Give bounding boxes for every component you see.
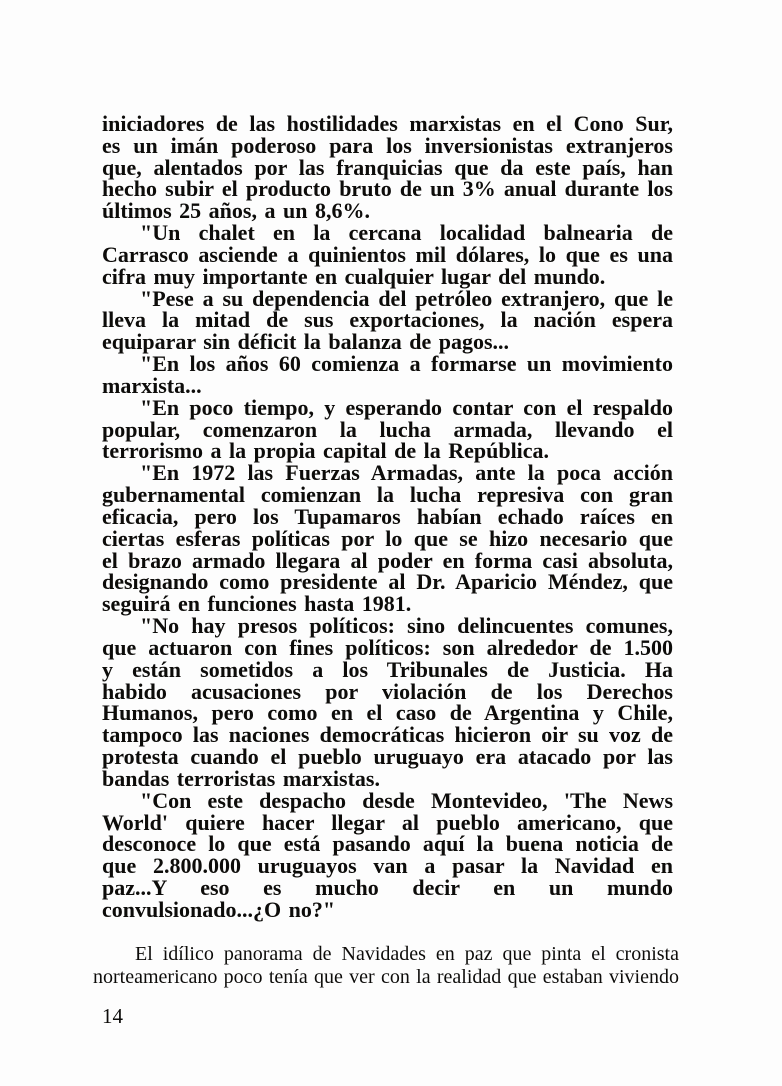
text-line: desconoce lo que está pasando aquí la buena noticia de	[102, 831, 673, 857]
text-line: designando como presidente al Dr. Aparicio Méndez, que	[102, 569, 673, 595]
text-line: norteamericano poco tenía que ver con la realidad que estaban viviendo	[93, 965, 679, 988]
text-line: hecho subir el producto bruto de un 3% anual durante los	[102, 176, 673, 202]
text-line: es un imán poderoso para los inversionistas extranjeros	[102, 132, 673, 158]
text-line: lleva la mitad de sus exportaciones, la nación espera	[102, 307, 673, 333]
paragraph	[93, 943, 679, 989]
text-line: cifra muy importante en cualquier lugar del mundo.	[102, 263, 606, 289]
text-block	[93, 111, 679, 989]
paragraph	[102, 353, 673, 397]
text-line: que actuaron con fines políticos: son alrededor de 1.500	[102, 634, 673, 660]
text-line: "Con este despacho desde Montevideo, 'The News	[140, 787, 673, 813]
text-line: ciertas esferas políticas por lo que se hizo necesario que	[102, 525, 673, 551]
text-line: terrorismo a la propia capital de la República.	[102, 438, 550, 464]
text-line: Carrasco asciende a quinientos mil dólares, lo que es una	[102, 241, 673, 267]
text-line: bandas terroristas marxistas.	[102, 765, 380, 791]
text-line: que 2.800.000 uruguayos van a pasar la Navidad en	[102, 853, 673, 879]
text-line: iniciadores de las hostilidades marxistas en el Cono Sur,	[102, 111, 673, 136]
text-line: "No hay presos políticos: sino delincuentes comunes,	[140, 613, 673, 639]
text-line: "En los años 60 comienza a formarse un movimiento	[140, 351, 673, 377]
text-line: el brazo armado llegara al poder en forma casi absoluta,	[102, 547, 673, 573]
paragraph	[102, 615, 673, 790]
text-line: "Pese a su dependencia del petróleo extranjero, que le	[140, 285, 673, 311]
text-line: convulsionado...¿O no?"	[102, 896, 336, 922]
text-line: gubernamental comienzan la lucha represiva con gran	[102, 482, 673, 508]
paragraph	[102, 222, 673, 287]
text-line: que, alentados por las franquicias que da este país, han	[102, 154, 673, 180]
text-line: Humanos, pero como en el caso de Argentina y Chile,	[102, 700, 673, 726]
text-line: equiparar sin déficit la balanza de pagos...	[102, 329, 510, 355]
page-number: 14	[102, 1004, 123, 1028]
text-line: marxista...	[102, 372, 202, 398]
text-line: y están sometidos a los Tribunales de Justicia. Ha	[102, 656, 673, 682]
text-line: tampoco las naciones democráticas hicieron oir su voz de	[102, 722, 673, 748]
paragraph	[102, 113, 673, 222]
text-line: eficacia, pero los Tupamaros habían echado raíces en	[102, 503, 673, 529]
paragraph	[102, 462, 673, 615]
paragraph	[102, 394, 673, 464]
text-line: paz...Y eso es mucho decir en un mundo	[102, 874, 673, 900]
text-line: "En poco tiempo, y esperando contar con el respaldo	[140, 394, 673, 420]
text-line: World' quiere hacer llegar al pueblo americano, que	[102, 809, 673, 835]
text-line: protesta cuando el pueblo uruguayo era atacado por las	[102, 744, 673, 770]
text-line: popular, comenzaron la lucha armada, llevando el	[102, 416, 673, 442]
paragraph	[102, 285, 673, 355]
text-line: "En 1972 las Fuerzas Armadas, ante la poca acción	[140, 460, 673, 486]
text-line: últimos 25 años, a un 8,6%.	[102, 198, 370, 224]
paragraph	[102, 787, 673, 922]
text-line: seguirá en funciones hasta 1981.	[102, 591, 412, 617]
text-line: "Un chalet en la cercana localidad balnearia de	[140, 220, 673, 246]
text-line: habido acusaciones por violación de los Derechos	[102, 678, 673, 704]
text-line: El idílico panorama de Navidades en paz que pinta el cronista	[135, 942, 679, 965]
